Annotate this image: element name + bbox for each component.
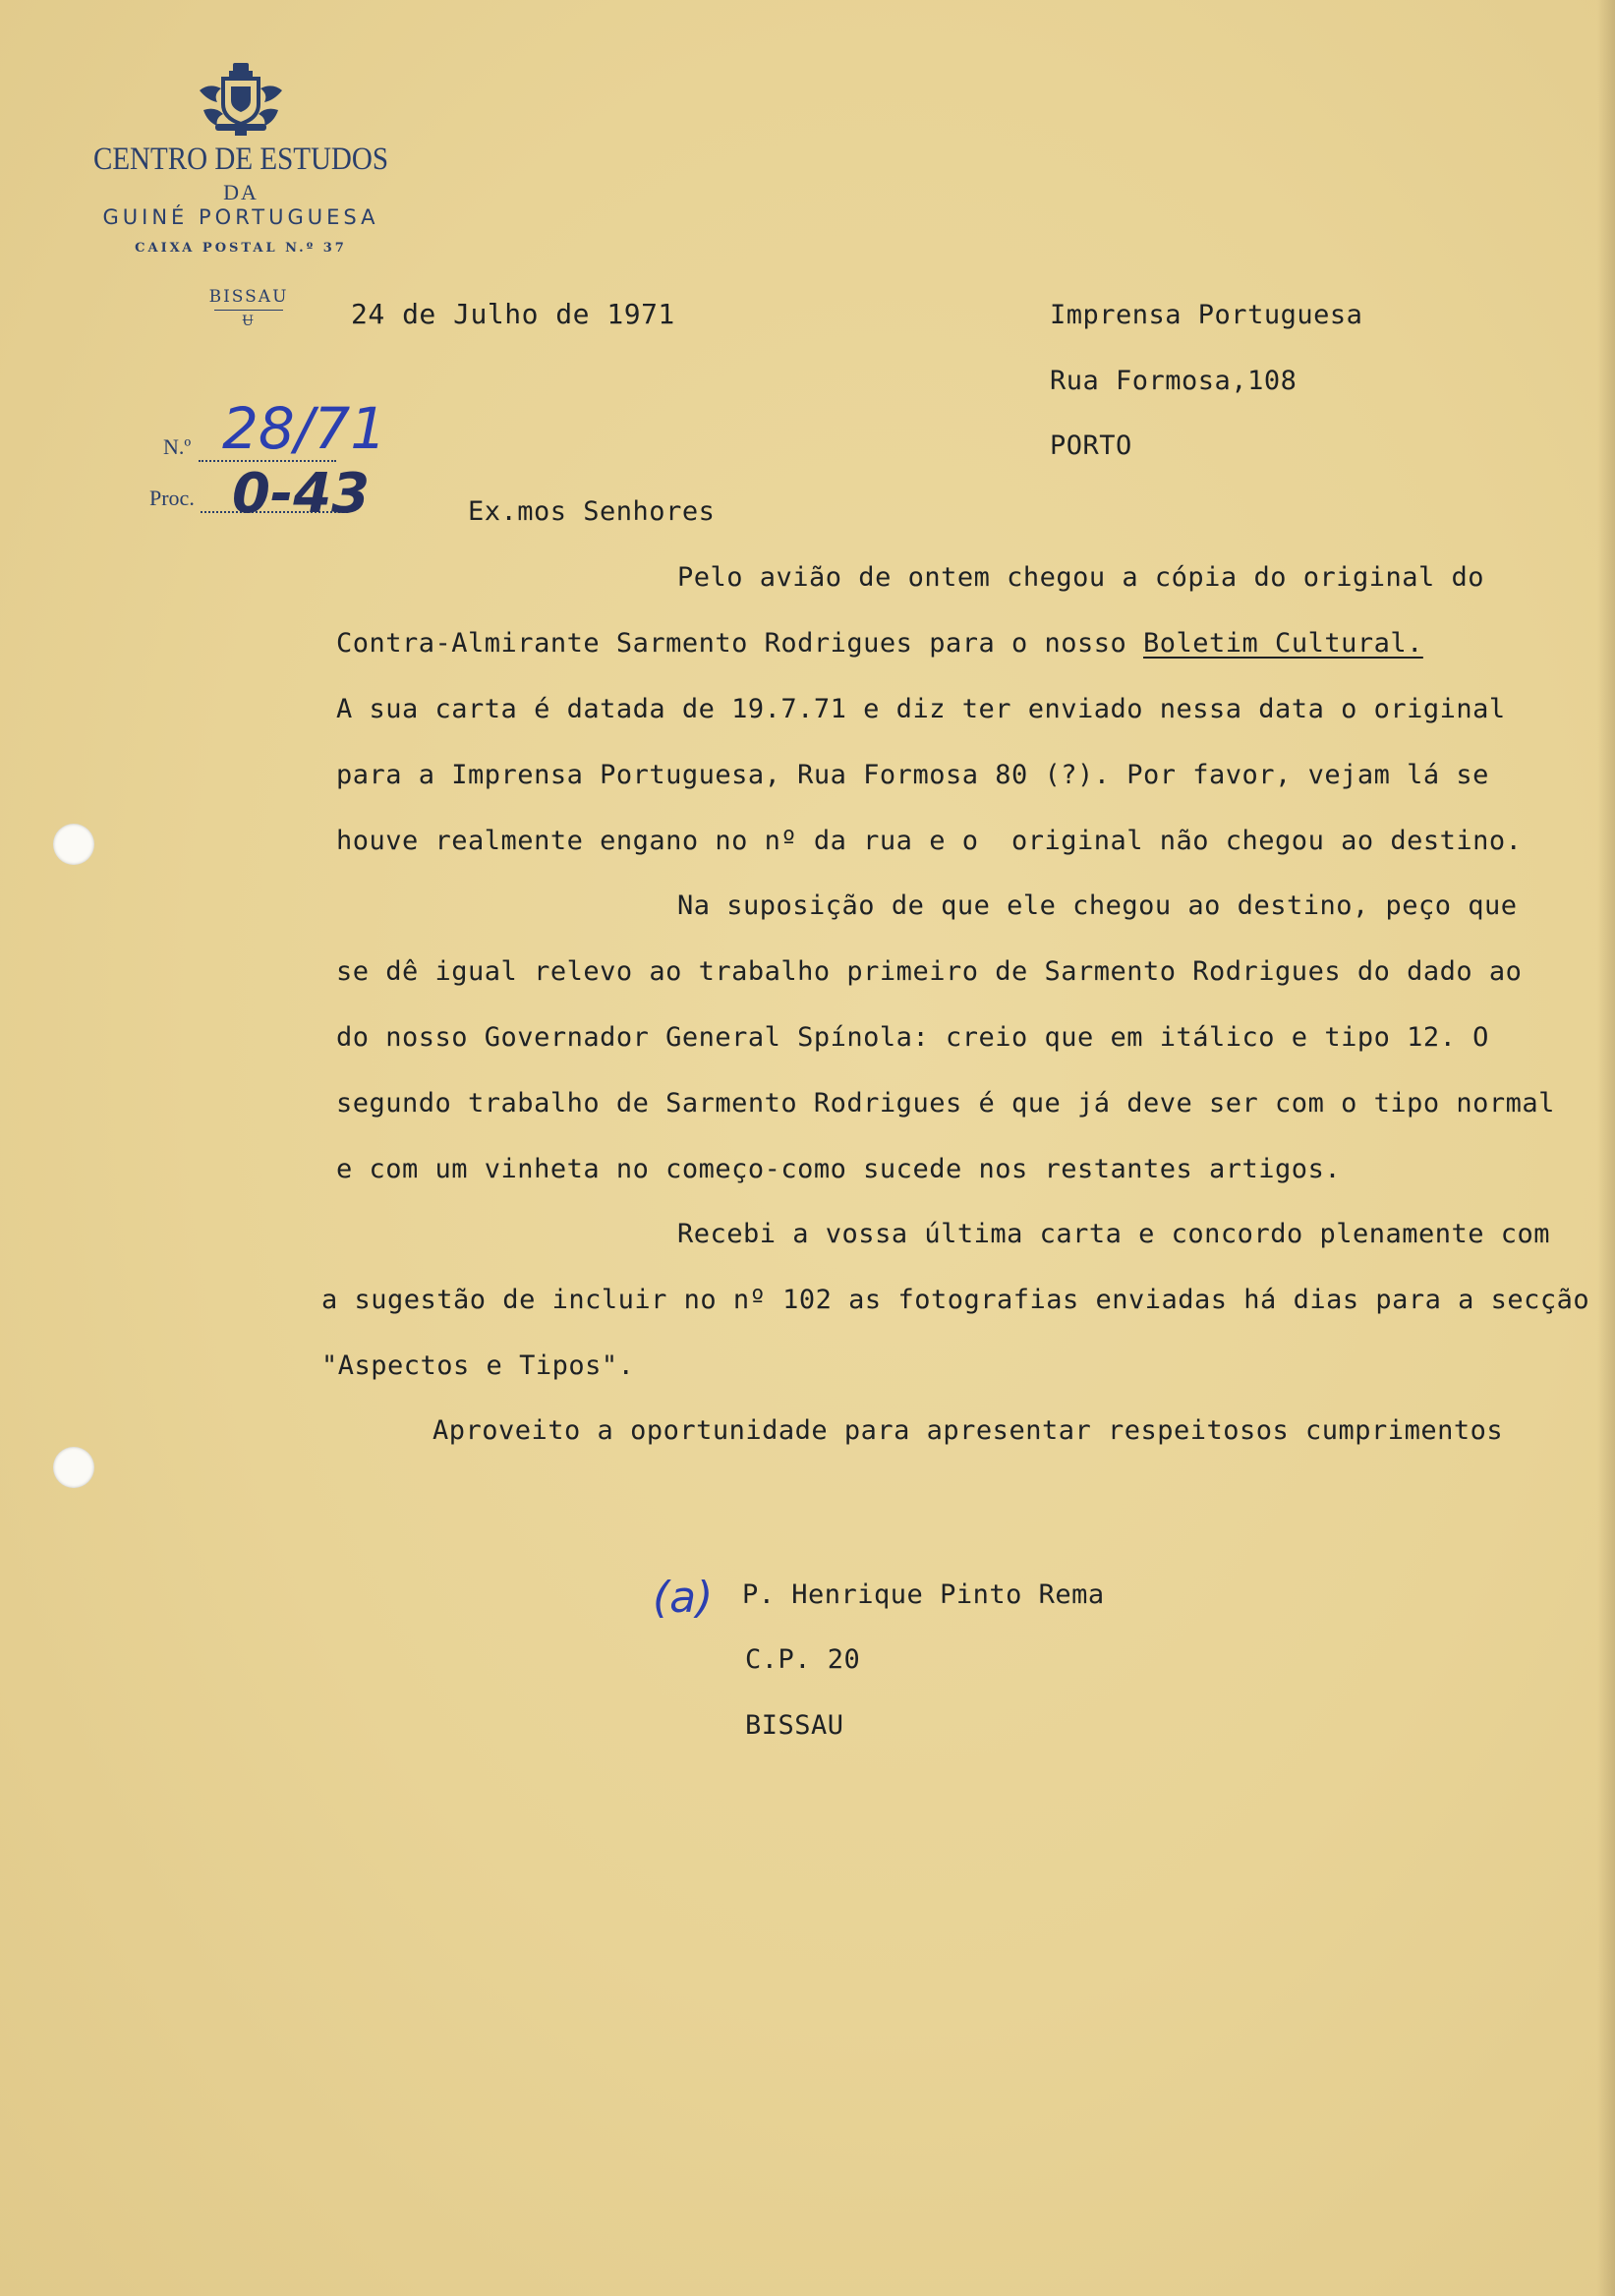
letter-date: 24 de Julho de 1971 — [351, 298, 675, 330]
body-line-12: a sugestão de incluir no nº 102 as fotografias enviadas há dias para a secção — [321, 1285, 1590, 1315]
body-line-2 — [336, 628, 1423, 659]
number-label: N.º — [163, 434, 192, 459]
signature-name: P. Henrique Pinto Rema — [742, 1579, 1105, 1610]
letterhead-title: CENTRO DE ESTUDOS — [92, 142, 389, 177]
body-line-3: A sua carta é datada de 19.7.71 e diz ter enviado nessa data o original — [336, 694, 1506, 724]
body-line-2-text: Contra-Almirante Sarmento Rodrigues para o nosso — [336, 628, 1144, 659]
letterhead — [69, 61, 413, 256]
boletim-cultural-title: Boletim Cultural. — [1143, 628, 1423, 659]
letterhead-city: BISSAU — [208, 287, 289, 307]
body-line-9: segundo trabalho de Sarmento Rodrigues é que já deve ser com o tipo normal — [336, 1088, 1555, 1119]
letterhead-da: DA — [223, 180, 259, 204]
salutation: Ex.mos Senhores — [468, 496, 716, 527]
coat-of-arms-icon — [194, 61, 288, 138]
letterhead-city-block — [190, 287, 308, 328]
signature-city: BISSAU — [745, 1710, 844, 1741]
punch-hole-top — [53, 824, 94, 865]
body-line-7: se dê igual relevo ao trabalho primeiro de Sarmento Rodrigues do dado ao — [336, 956, 1523, 987]
body-line-5: houve realmente engano no nº da rua e o original não chegou ao destino. — [336, 826, 1523, 856]
body-line-13: "Aspectos e Tipos". — [321, 1350, 635, 1381]
letterhead-subtitle: GUINÉ PORTUGUESA — [102, 205, 379, 229]
body-line-6: Na suposição de que ele chegou ao destino, peço que — [677, 890, 1518, 921]
signature-box: C.P. 20 — [745, 1644, 861, 1675]
recipient-line2: Rua Formosa,108 — [1050, 366, 1298, 396]
number-handwritten: 28/71 — [222, 395, 387, 462]
recipient-line1: Imprensa Portuguesa — [1050, 300, 1363, 330]
process-label: Proc. — [149, 486, 195, 510]
body-line-10: e com um vinheta no começo-como sucede nos restantes artigos. — [336, 1154, 1342, 1184]
body-line-11: Recebi a vossa última carta e concordo plenamente com — [677, 1219, 1551, 1249]
body-line-14: Aproveito a oportunidade para apresentar respeitosos cumprimentos — [433, 1415, 1504, 1446]
body-line-1: Pelo avião de ontem chegou a cópia do original do — [677, 562, 1485, 593]
recipient-line3: PORTO — [1050, 430, 1132, 461]
letterhead-po-box: CAIXA POSTAL N.º 37 — [135, 241, 347, 256]
signature-mark: (a) — [653, 1573, 714, 1623]
body-line-4: para a Imprensa Portuguesa, Rua Formosa 80 (?). Por favor, vejam lá se — [336, 760, 1489, 790]
letterhead-city-mark: Ʉ — [242, 314, 256, 329]
letterhead-city-rule — [214, 310, 283, 311]
paper-edge-shadow — [1597, 0, 1615, 2296]
punch-hole-bottom — [53, 1447, 94, 1488]
process-handwritten: 0-43 — [232, 462, 371, 526]
body-line-8: do nosso Governador General Spínola: creio que em itálico e tipo 12. O — [336, 1022, 1489, 1053]
